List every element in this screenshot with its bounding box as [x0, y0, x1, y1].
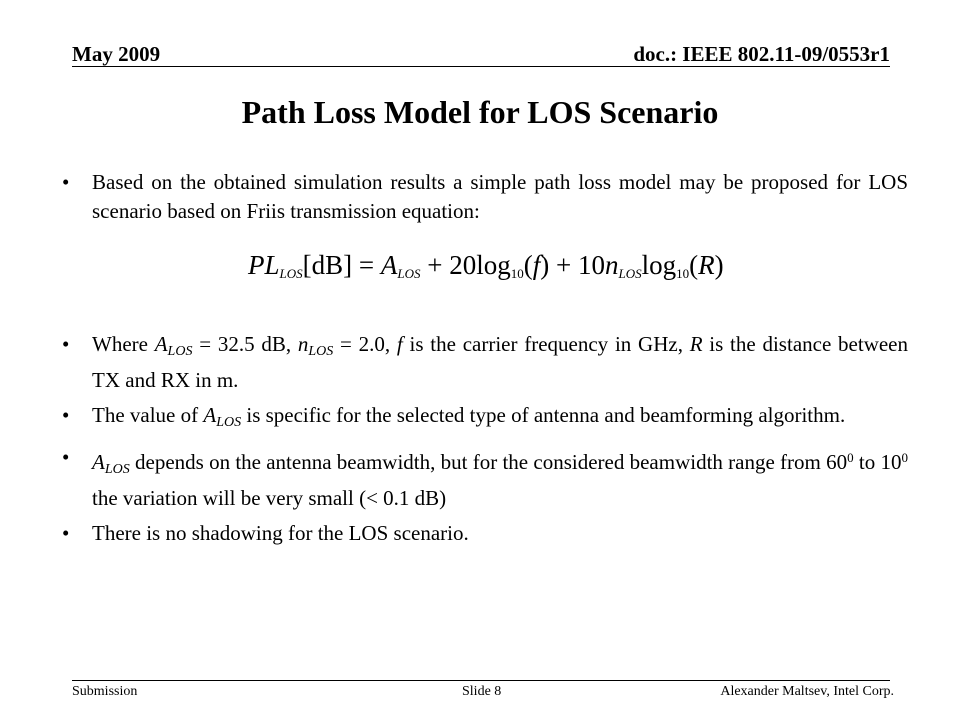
- bullet-text: The value of $A_{LOS}$ is specific for the selected type of antenna and beamforming algorithm.: [92, 403, 846, 430]
- slide-title: Path Loss Model for LOS Scenario: [241, 94, 719, 130]
- footer-divider: [72, 680, 890, 681]
- bullet-text: Based on the obtained simulation results a simple path loss model may be proposed for LOS scenario based on Friis transmission equation:: [92, 170, 908, 223]
- footer-submission: Submission: [72, 684, 138, 699]
- bullet-text: Where $A_{LOS} = 32.5$ dB, $n_{LOS} = 2.0$, f is the carrier frequency in GHz, R is the distance between TX and RX in m.: [92, 332, 909, 392]
- bullet-icon: •: [62, 521, 70, 545]
- bullet-item: [62, 519, 908, 548]
- bullet-icon: •: [62, 170, 70, 194]
- bullet-text: There is no shadowing for the LOS scenario.: [92, 521, 469, 545]
- bullet-item: [62, 443, 908, 513]
- bullet-item: [62, 330, 908, 395]
- footer-author: Alexander Maltsev, Intel Corp.: [720, 684, 894, 699]
- header-doc-id: doc.: IEEE 802.11-09/0553r1: [633, 42, 890, 66]
- header-divider: [72, 66, 890, 67]
- header-date: May 2009: [72, 42, 161, 66]
- bullet-list: [62, 168, 908, 548]
- path-loss-formula: $PL_{LOS}[dB] = A_{LOS} + 20\log_{10}(f) + 10n_{LOS}\log_{10}(R)$: [248, 250, 724, 281]
- bullet-text: $A_{LOS}$ depends on the antenna beamwidth, but for the considered beamwidth range from $60^0$ to $10^0$ the variation will be very small (< 0.1 dB): [92, 450, 908, 510]
- bullet-icon: •: [62, 445, 70, 469]
- bullet-item: [62, 168, 908, 226]
- footer-slide-number: Slide 8: [462, 684, 502, 699]
- bullet-item: [62, 401, 908, 437]
- bullet-icon: •: [62, 403, 70, 427]
- bullet-icon: •: [62, 332, 70, 356]
